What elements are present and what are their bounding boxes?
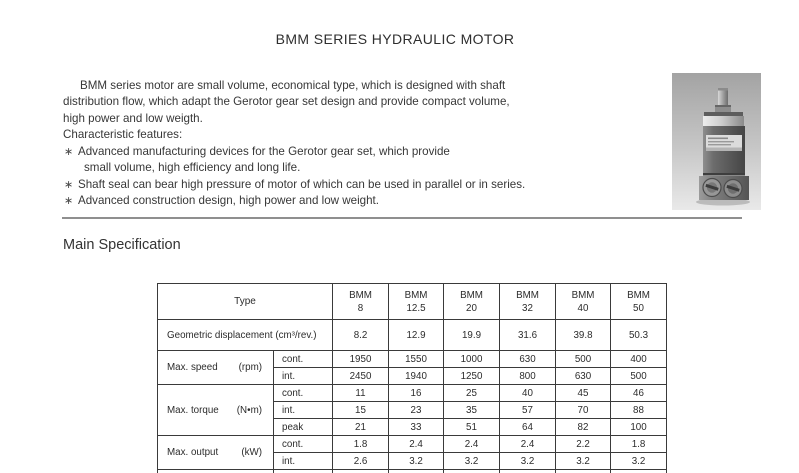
spec-value-cell: 23 — [389, 402, 444, 419]
type-header-cell: Type — [158, 284, 333, 320]
spec-value-cell: 100 — [611, 419, 667, 436]
model-series: BMM — [627, 289, 650, 301]
model-size: 50 — [633, 302, 644, 314]
row-label-text: Max. torque — [167, 404, 219, 416]
model-size: 40 — [577, 302, 589, 314]
spec-value-cell: 46 — [611, 385, 667, 402]
spec-value-cell: 19.9 — [444, 320, 500, 351]
asterisk-bullet-icon: ∗ — [64, 178, 74, 191]
feature-bullet-text: Advanced construction design, high power and low weight. — [78, 194, 379, 208]
table-row-speed-cont — [158, 351, 667, 368]
model-header-cell — [389, 284, 444, 320]
intro-line: BMM series motor are small volume, economical type, which is designed with shaft — [80, 79, 506, 92]
spec-value-cell: 1.8 — [611, 436, 667, 453]
empty-cell — [274, 470, 333, 473]
model-header-cell — [333, 284, 389, 320]
spec-value-cell: 1950 — [333, 351, 389, 368]
row-unit-text: (N•m) — [236, 404, 262, 416]
spec-value-cell: 51 — [444, 419, 500, 436]
spec-value-cell: 630 — [500, 351, 556, 368]
row-label-max-output — [158, 436, 274, 470]
sub-label-peak: peak — [274, 419, 333, 436]
model-series: BMM — [516, 289, 539, 301]
spec-value-cell: 2.4 — [444, 436, 500, 453]
row-unit-text: (rpm) — [238, 362, 262, 373]
spec-value-cell: 1000 — [444, 351, 500, 368]
sub-label-int: int. — [274, 402, 333, 419]
spec-value-cell: 400 — [611, 351, 667, 368]
empty-cell — [444, 470, 500, 473]
spec-value-cell: 1250 — [444, 368, 500, 385]
spec-value-cell: 2450 — [333, 368, 389, 385]
empty-cell — [389, 470, 444, 473]
model-header-cell — [611, 284, 667, 320]
model-size: 8 — [357, 302, 364, 314]
asterisk-bullet-icon: ∗ — [64, 195, 74, 208]
model-size: 12.5 — [406, 302, 426, 314]
model-size: 20 — [466, 302, 477, 314]
feature-bullet-text: Advanced manufacturing devices for the Gerotor gear set, which provide — [78, 144, 450, 158]
model-series: BMM — [571, 289, 595, 301]
spec-value-cell: 64 — [500, 419, 556, 436]
section-divider — [62, 217, 742, 219]
spec-value-cell: 800 — [500, 368, 556, 385]
spec-value-cell: 2.4 — [500, 436, 556, 453]
spec-value-cell: 1940 — [389, 368, 444, 385]
sub-label-cont: cont. — [274, 436, 333, 453]
spec-value-cell: 88 — [611, 402, 667, 419]
spec-value-cell: 3.2 — [389, 453, 444, 470]
spec-value-cell: 3.2 — [556, 453, 611, 470]
spec-value-cell: 3.2 — [500, 453, 556, 470]
sub-label-cont: cont. — [274, 351, 333, 368]
spec-value-cell: 57 — [500, 402, 556, 419]
spec-value-cell: 1.8 — [333, 436, 389, 453]
spec-value-cell: 40 — [500, 385, 556, 402]
empty-cell — [158, 470, 274, 473]
spec-value-cell: 35 — [444, 402, 500, 419]
row-label-text: Max. speed — [167, 362, 218, 373]
model-size: 32 — [522, 302, 533, 314]
spec-value-cell: 8.2 — [333, 320, 389, 351]
intro-line: Characteristic features: — [63, 128, 183, 142]
spec-value-cell: 2.2 — [556, 436, 611, 453]
spec-value-cell: 500 — [611, 368, 667, 385]
row-label-max-torque — [158, 385, 274, 436]
empty-cell — [500, 470, 556, 473]
model-header-cell — [444, 284, 500, 320]
spec-table — [157, 283, 667, 473]
intro-section — [63, 78, 663, 210]
spec-value-cell: 21 — [333, 419, 389, 436]
model-header-cell — [556, 284, 611, 320]
section-heading: Main Specification — [63, 237, 181, 253]
sub-label-int: int. — [274, 368, 333, 385]
feature-bullet — [63, 177, 663, 193]
spec-value-cell: 33 — [389, 419, 444, 436]
spec-value-cell: 25 — [444, 385, 500, 402]
sub-label-int: int. — [274, 453, 333, 470]
feature-bullet-text: Shaft seal can bear high pressure of motor of which can be used in parallel or in series. — [78, 177, 526, 191]
table-row-displacement — [158, 320, 667, 351]
model-series: BMM — [349, 289, 372, 301]
spec-value-cell: 2.6 — [333, 453, 389, 470]
feature-bullet — [63, 193, 663, 209]
table-row-header — [158, 284, 667, 320]
spec-value-cell: 500 — [556, 351, 611, 368]
spec-value-cell: 11 — [333, 385, 389, 402]
row-label-text: Max. output — [167, 447, 219, 458]
row-unit-text: (kW) — [241, 447, 262, 458]
spec-value-cell: 1550 — [389, 351, 444, 368]
spec-value-cell: 45 — [556, 385, 611, 402]
spec-value-cell: 630 — [556, 368, 611, 385]
spec-value-cell: 31.6 — [500, 320, 556, 351]
spec-value-cell: 3.2 — [611, 453, 667, 470]
table-row-output-cont — [158, 436, 667, 453]
spec-value-cell: 70 — [556, 402, 611, 419]
feature-bullet-continuation: small volume, high efficiency and long life. — [84, 161, 301, 175]
table-row-partial — [158, 470, 667, 473]
spec-value-cell: 39.8 — [556, 320, 611, 351]
page-title: BMM SERIES HYDRAULIC MOTOR — [275, 31, 515, 47]
spec-value-cell: 50.3 — [611, 320, 667, 351]
empty-cell — [333, 470, 389, 473]
row-label-max-speed — [158, 351, 274, 385]
model-series: BMM — [404, 289, 428, 301]
row-label-displacement: Geometric displacement (cm³/rev.) — [158, 320, 333, 351]
spec-value-cell: 15 — [333, 402, 389, 419]
feature-bullet — [63, 144, 663, 160]
spec-value-cell: 82 — [556, 419, 611, 436]
model-series: BMM — [460, 289, 483, 301]
intro-line: distribution flow, which adapt the Gerotor gear set design and provide compact volume, — [63, 95, 510, 109]
model-header-cell — [500, 284, 556, 320]
spec-value-cell: 2.4 — [389, 436, 444, 453]
asterisk-bullet-icon: ∗ — [64, 145, 74, 158]
empty-cell — [556, 470, 611, 473]
spec-value-cell: 16 — [389, 385, 444, 402]
hydraulic-motor-photo — [672, 73, 761, 210]
empty-cell — [611, 470, 667, 473]
spec-value-cell: 3.2 — [444, 453, 500, 470]
table-row-torque-cont — [158, 385, 667, 402]
spec-value-cell: 12.9 — [389, 320, 444, 351]
sub-label-cont: cont. — [274, 385, 333, 402]
intro-line: high power and low weigth. — [63, 111, 203, 125]
